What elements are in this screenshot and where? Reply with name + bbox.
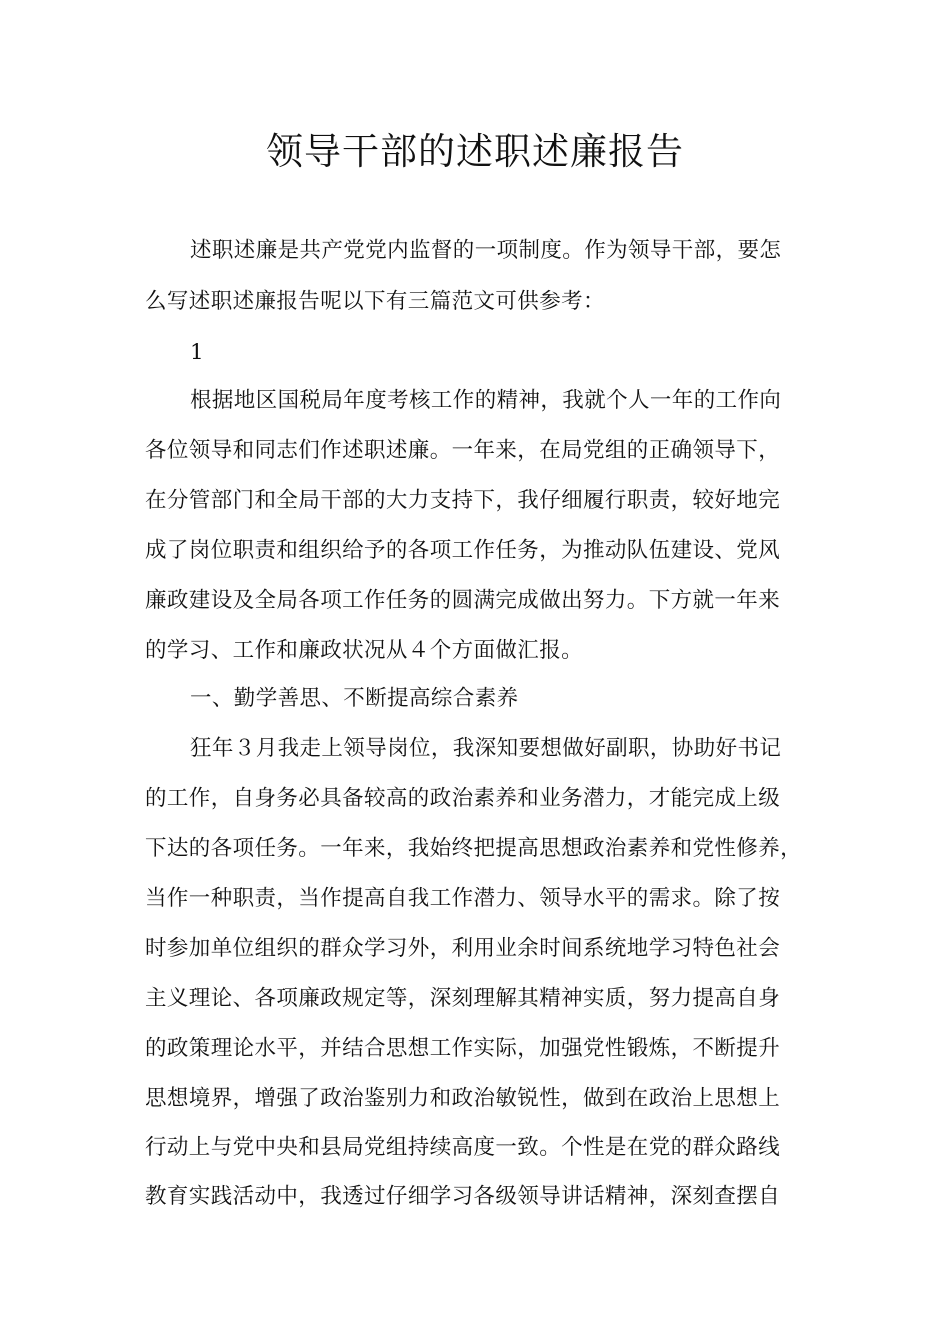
text-line: 当作一种职责，当作提高自我工作潜力、领导水平的需求。除了按 xyxy=(145,886,781,911)
text-line: 么写述职述廉报告呢以下有三篇范文可供参考： xyxy=(145,289,605,314)
text-line: 成了岗位职责和组织给予的各项工作任务，为推动队伍建设、党风 xyxy=(145,538,781,563)
section-number: 1 xyxy=(190,340,205,365)
text-line: 的工作，自身务必具备较高的政治素养和业务潜力，才能完成上级 xyxy=(145,786,781,811)
text-line: 下达的各项任务。一年来，我始终把提高思想政治素养和党性修养， xyxy=(145,836,803,861)
text-line: 廉政建设及全局各项工作任务的圆满完成做出努力。下方就一年来 xyxy=(145,588,781,613)
section-heading: 一、勤学善思、不断提高综合素养 xyxy=(190,686,519,711)
text-line: 的学习、工作和廉政状况从４个方面做汇报。 xyxy=(145,638,584,663)
text-line: 教育实践活动中，我透过仔细学习各级领导讲话精神，深刻查摆自 xyxy=(145,1184,781,1209)
text-line: 的政策理论水平，并结合思想工作实际，加强党性锻炼，不断提升 xyxy=(145,1036,781,1061)
text-line: 在分管部门和全局干部的大力支持下，我仔细履行职责，较好地完 xyxy=(145,488,781,513)
text-line: 各位领导和同志们作述职述廉。一年来，在局党组的正确领导下， xyxy=(145,438,781,463)
text-line: 根据地区国税局年度考核工作的精神，我就个人一年的工作向 xyxy=(190,388,782,413)
document-title: 领导干部的述职述廉报告 xyxy=(266,130,684,173)
text-line: 时参加单位组织的群众学习外，利用业余时间系统地学习特色社会 xyxy=(145,936,781,961)
text-line: 主义理论、各项廉政规定等，深刻理解其精神实质，努力提高自身 xyxy=(145,986,781,1011)
text-line: 思想境界，增强了政治鉴别力和政治敏锐性，做到在政治上思想上 xyxy=(145,1086,781,1111)
text-line: 述职述廉是共产党党内监督的一项制度。作为领导干部，要怎 xyxy=(190,238,782,263)
text-line: 狂年３月我走上领导岗位，我深知要想做好副职，协助好书记 xyxy=(190,736,782,761)
text-line: 行动上与党中央和县局党组持续高度一致。个性是在党的群众路线 xyxy=(145,1135,781,1160)
